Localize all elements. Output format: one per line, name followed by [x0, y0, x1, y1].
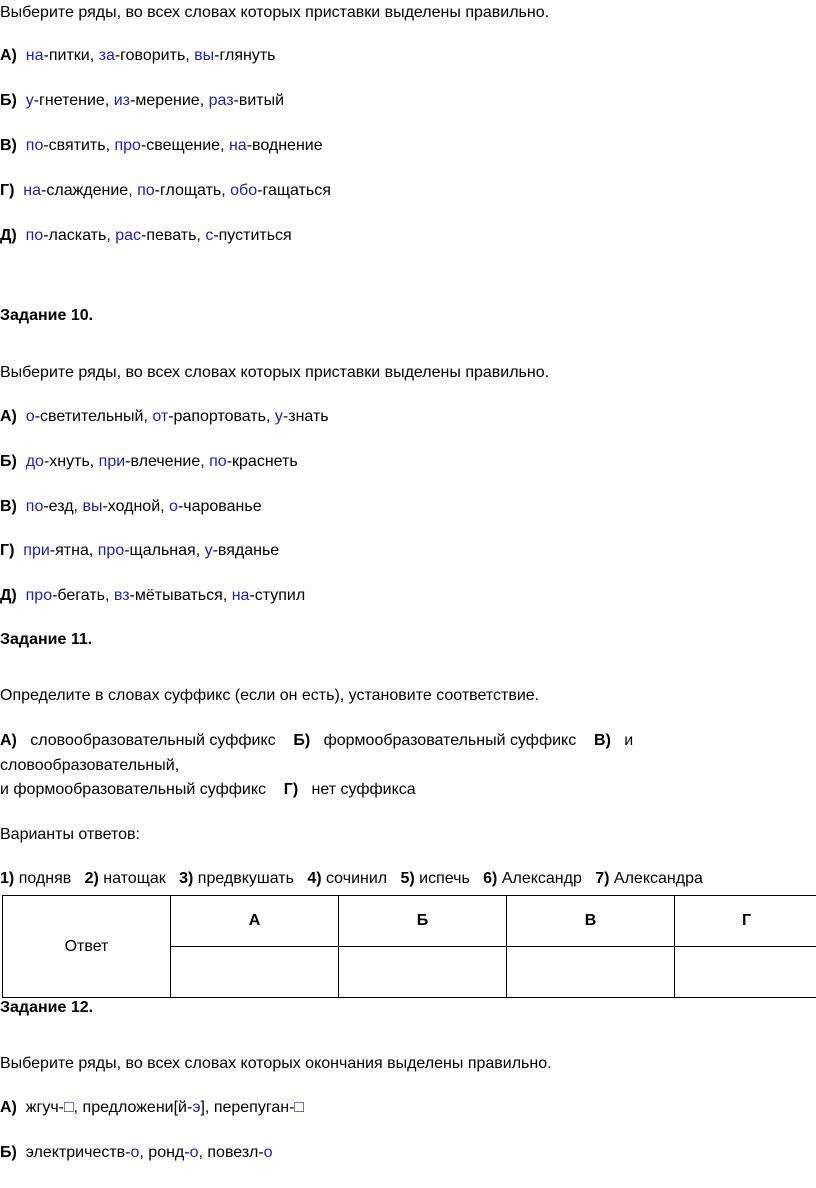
answer-cell-d[interactable] — [675, 947, 816, 998]
answer-col-d: Г — [675, 896, 816, 947]
answer-cell-a[interactable] — [171, 947, 339, 998]
t9-row-e: Д) по-ласкать, рас-певать, с-пуститься — [0, 227, 292, 244]
t12-row-b: Б) электричеств-о, ронд-о, повезл-о — [0, 1144, 273, 1161]
answer-cell-b[interactable] — [339, 947, 507, 998]
t9-question: Выберите ряды, во всех словах которых приставки выделены правильно. — [0, 4, 550, 21]
t9-row-a: А) на-питки, за-говорить, вы-глянуть — [0, 47, 276, 64]
answer-row-label: Ответ — [3, 896, 171, 998]
t11-question: Определите в словах суффикс (если он есть), установите соответствие. — [0, 687, 540, 704]
t11-variants-title: Варианты ответов: — [0, 826, 140, 843]
t10-row-d: Г) при-ятна, про-щальная, у-вяданье — [0, 542, 280, 559]
t11-title: Задание 11. — [0, 631, 93, 648]
t11-variants: 1) подняв 2) натощак 3) предвкушать 4) сочинил 5) испечь 6) Александр 7) Александра — [0, 870, 703, 887]
t11-options-line3: и формообразовательный суффикс Г) нет суффикса — [0, 781, 416, 798]
t9-row-c: В) по-святить, про-свещение, на-воднение — [0, 137, 323, 154]
answer-col-a: А — [171, 896, 339, 947]
answer-cell-c[interactable] — [507, 947, 675, 998]
answer-table — [2, 895, 816, 998]
t10-row-b: Б) до-хнуть, при-влечение, по-краснеть — [0, 453, 298, 470]
t10-question: Выберите ряды, во всех словах которых приставки выделены правильно. — [0, 364, 550, 381]
t10-row-e: Д) про-бегать, вз-мётываться, на-ступил — [0, 587, 306, 604]
answer-col-c: В — [507, 896, 675, 947]
answer-col-b: Б — [339, 896, 507, 947]
t9-row-b: Б) у-гнетение, из-мерение, раз-витый — [0, 92, 285, 109]
t10-row-a: А) о-светительный, от-рапортовать, у-знать — [0, 408, 329, 425]
t12-title: Задание 12. — [0, 999, 94, 1016]
t10-row-c: В) по-езд, вы-ходной, о-чарованье — [0, 498, 262, 515]
t12-question: Выберите ряды, во всех словах которых окончания выделены правильно. — [0, 1055, 552, 1072]
t12-row-a: А) жгуч-□, предложени[й-э], перепуган-□ — [0, 1099, 305, 1116]
t10-title: Задание 10. — [0, 307, 94, 324]
t11-options-line1: А) словообразовательный суффикс Б) формообразовательный суффикс В) и — [0, 732, 634, 749]
t9-row-d: Г) на-слаждение, по-глощать, обо-гащаться — [0, 182, 331, 199]
t11-options-line2: словообразовательный, — [0, 757, 180, 774]
